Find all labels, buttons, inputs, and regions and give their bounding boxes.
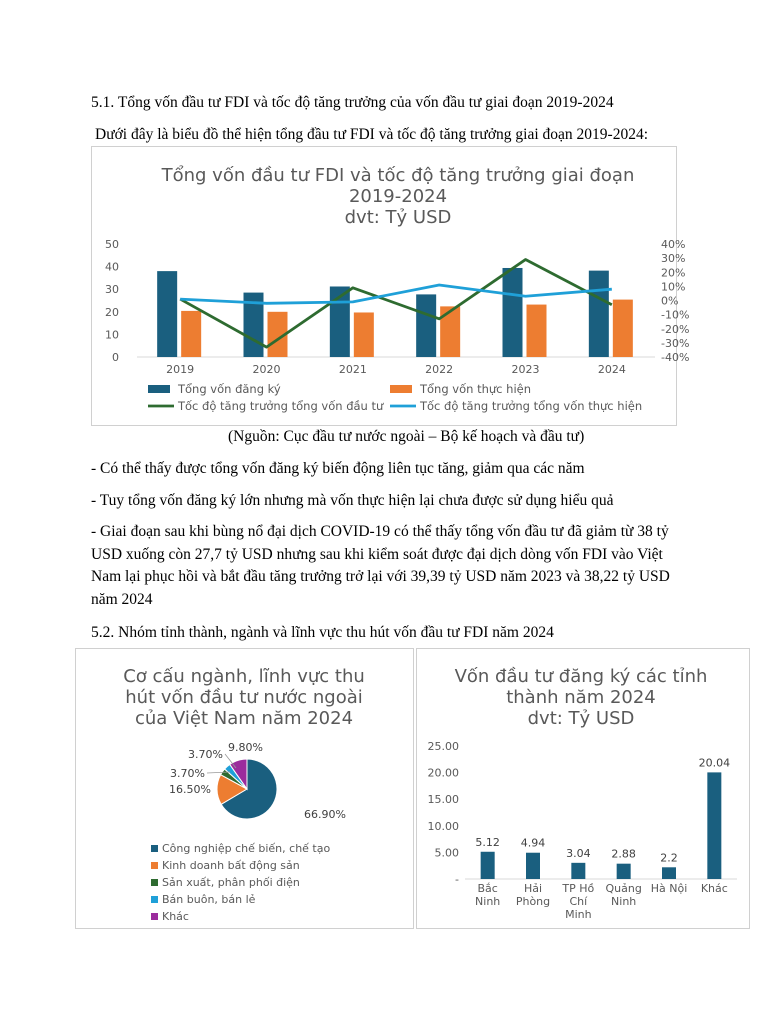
chart1-legend-label: Tổng vốn đăng ký	[178, 382, 281, 396]
chart1-y-tick-label: 10	[105, 328, 119, 342]
province-bar-chart-svg	[417, 649, 749, 928]
chart1-y-tick-label: 40	[105, 260, 119, 274]
pie-legend-swatch	[151, 862, 158, 869]
chart1-y-tick-label: 50	[105, 238, 119, 251]
chart1-bar-registered	[503, 268, 523, 357]
chart3-x-tick-label: Phòng	[515, 895, 551, 908]
pie-legend-label: Sản xuất, phân phối điện	[162, 876, 300, 889]
chart3-y-tick-label: 10.00	[427, 819, 459, 833]
chart3-bar	[662, 867, 676, 879]
pie-legend-label: Kinh doanh bất động sản	[162, 859, 300, 872]
chart3-bar	[617, 864, 631, 879]
chart1-y2-tick-label: -20%	[661, 322, 690, 336]
chart1-y-tick-label: 0	[112, 351, 119, 364]
pie-legend-swatch	[151, 879, 158, 886]
chart1-x-tick-label: 2023	[511, 363, 540, 376]
chart3-y-tick-label: 15.00	[427, 793, 459, 807]
chart1-y2-tick-label: -30%	[661, 336, 690, 350]
chart3-y-tick-label: 25.00	[427, 740, 459, 753]
fdi-combo-chart	[91, 146, 690, 426]
chart1-x-tick-label: 2019	[166, 363, 195, 376]
bullet-1: - Có thể thấy được tổng vốn đăng ký biến động liên tục tăng, giảm qua các năm	[91, 460, 585, 477]
chart1-bar-registered	[157, 271, 177, 357]
chart1-y2-tick-label: 0%	[661, 294, 679, 308]
chart1-y2-tick-label: 30%	[661, 252, 686, 266]
chart1-y-tick-label: 30	[105, 283, 119, 297]
chart1-title-line2: 2019-2024	[348, 186, 448, 207]
chart1-x-tick-label: 2024	[597, 363, 626, 376]
chart1-bar-realized	[440, 306, 460, 357]
chart3-data-label: 3.04	[566, 846, 591, 860]
chart1-legend-label: Tốc độ tăng trưởng tổng vốn thực hiện	[420, 399, 643, 413]
pie-legend-swatch	[151, 896, 158, 903]
chart2-title-line1: Cơ cấu ngành, lĩnh vực thu	[123, 666, 365, 687]
chart1-x-tick-label: 2020	[252, 363, 281, 376]
chart3-title-line2: thành năm 2024	[506, 687, 656, 708]
chart1-legend-swatch	[390, 385, 412, 393]
chart1-y-tick-label: 20	[105, 305, 119, 319]
chart1-y2-tick-label: 10%	[661, 280, 686, 294]
chart3-x-tick-label: Quảng	[605, 882, 642, 895]
chart1-legend-label: Tổng vốn thực hiện	[420, 382, 532, 396]
chart3-data-label: 20.04	[698, 756, 731, 770]
chart3-bar	[571, 863, 585, 879]
chart3-x-tick-label: TP Hồ	[562, 882, 595, 895]
pie-value-label: 9.80%	[228, 741, 263, 754]
chart1-title-line1: Tổng vốn đầu tư FDI và tốc độ tăng trưởng giai đoạn	[161, 165, 635, 186]
chart3-x-tick-label: Chí	[569, 895, 588, 908]
chart3-title-line3: dvt: Tỷ USD	[527, 708, 635, 729]
chart3-x-tick-label: Hải	[523, 882, 543, 895]
chart3-y-tick-label: 20.00	[427, 766, 459, 780]
chart3-data-label: 2.2	[660, 851, 678, 865]
pie-legend-label: Công nghiệp chế biến, chế tạo	[162, 842, 331, 855]
chart3-y-tick-label: 5.00	[434, 846, 459, 860]
chart1-bar-registered	[589, 271, 609, 357]
section-heading-5-1: 5.1. Tổng vốn đầu tư FDI và tốc độ tăng trưởng của vốn đầu tư giai đoạn 2019-2024	[91, 94, 614, 111]
chart1-bar-realized	[613, 300, 633, 357]
chart3-y-tick-label: -	[455, 873, 459, 886]
section-heading-5-2: 5.2. Nhóm tỉnh thành, ngành và lĩnh vực thu hút vốn đầu tư FDI năm 2024	[91, 624, 554, 641]
chart3-x-tick-label: Minh	[565, 908, 592, 921]
pie-value-label: 3.70%	[188, 748, 223, 761]
province-bar-chart	[416, 648, 750, 929]
chart1-title-line3: dvt: Tỷ USD	[344, 207, 452, 228]
pie-value-label: 66.90%	[304, 808, 346, 821]
chart1-legend-swatch	[148, 385, 170, 393]
sector-pie-chart	[75, 648, 414, 929]
chart3-data-label: 4.94	[520, 836, 546, 850]
pie-legend-swatch	[151, 845, 158, 852]
pie-value-label: 3.70%	[170, 767, 205, 780]
chart3-bar	[481, 852, 495, 879]
chart3-data-label: 5.12	[475, 835, 500, 849]
chart1-legend-label: Tốc độ tăng trưởng tổng vốn đầu tư	[178, 399, 384, 413]
pie-legend-label: Bán buôn, bán lẻ	[162, 893, 256, 906]
sector-pie-chart-svg	[76, 649, 413, 928]
chart1-x-tick-label: 2022	[425, 363, 454, 376]
source-text: (Nguồn: Cục đầu tư nước ngoài – Bộ kế hoạch và đầu tư)	[228, 428, 585, 445]
bullet-2: - Tuy tổng vốn đăng ký lớn nhưng mà vốn thực hiện lại chưa được sử dụng hiểu quả	[91, 492, 614, 509]
chart3-x-tick-label: Ninh	[611, 895, 637, 908]
chart2-title-line2: hút vốn đầu tư nước ngoài	[125, 687, 363, 708]
pie-legend-swatch	[151, 913, 158, 920]
chart1-bar-realized	[181, 311, 201, 357]
chart3-bar	[526, 853, 540, 879]
chart1-y2-tick-label: 40%	[661, 238, 686, 251]
chart3-data-label: 2.88	[611, 847, 636, 861]
fdi-combo-chart-svg	[92, 147, 690, 425]
chart2-title-line3: của Việt Nam năm 2024	[134, 708, 354, 729]
chart1-bar-registered	[416, 294, 436, 357]
chart1-bar-realized	[527, 305, 547, 357]
chart3-x-tick-label: Ninh	[475, 895, 501, 908]
chart3-bar	[707, 772, 721, 879]
bullet-3: - Giai đoạn sau khi bùng nổ đại dịch COVID-19 có thể thấy tổng vốn đầu tư đã giảm từ 38 tỷ USD xuống còn 27,7 tỷ USD nhưng sau khi kiểm soát được đại dịch dòng vốn FDI vào Việt Nam lại phục hồi và bắt đầu tăng trưởng trở lại với 39,39 tỷ USD năm 2023 và 38,22 tỷ USD năm 2024	[91, 523, 670, 608]
pie-value-label: 16.50%	[169, 783, 211, 796]
chart1-bar-realized	[354, 312, 374, 357]
chart3-x-tick-label: Hà Nội	[650, 882, 688, 895]
chart1-y2-tick-label: -10%	[661, 308, 690, 322]
chart3-title-line1: Vốn đầu tư đăng ký các tỉnh	[454, 666, 708, 687]
pie-legend-label: Khác	[162, 910, 189, 923]
chart1-x-tick-label: 2021	[338, 363, 367, 376]
intro-text: Dưới đây là biểu đồ thể hiện tổng đầu tư FDI và tốc độ tăng trưởng giai đoạn 2019-2024:	[95, 126, 648, 143]
chart3-x-tick-label: Bắc	[477, 882, 498, 895]
chart3-x-tick-label: Khác	[700, 882, 728, 895]
chart1-y2-tick-label: 20%	[661, 266, 686, 280]
chart1-y2-tick-label: -40%	[661, 351, 690, 364]
